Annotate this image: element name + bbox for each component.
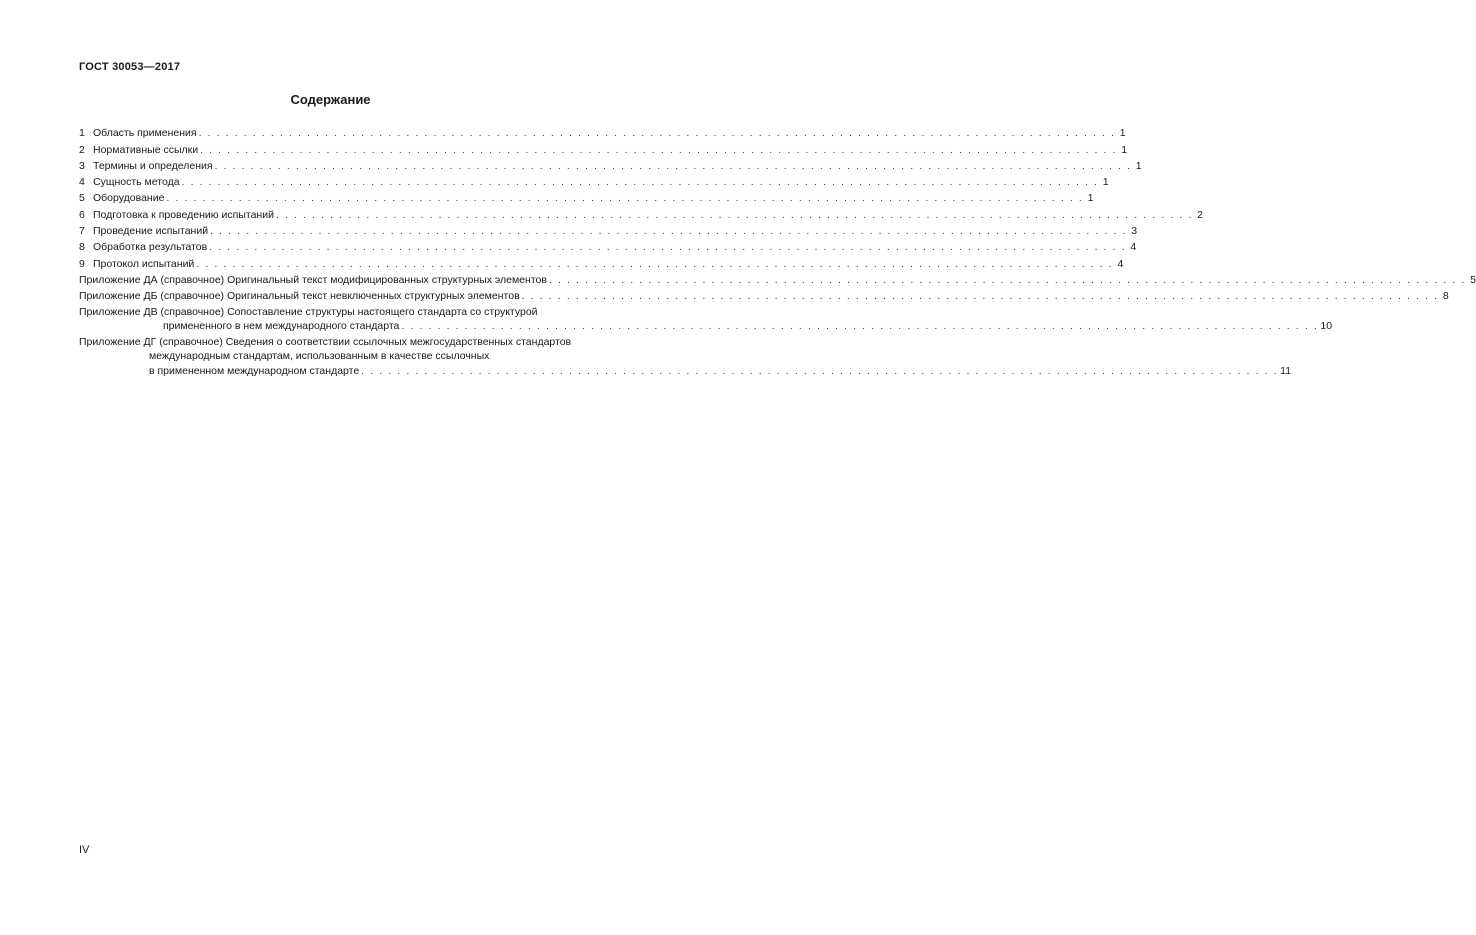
appendix-page: 10 (1320, 320, 1333, 333)
appendix-page: 8 (1442, 290, 1449, 303)
entry-page: 4 (1117, 257, 1124, 270)
toc-entry-7[interactable] (79, 221, 1138, 238)
entry-number: 8 (79, 241, 85, 254)
appendix-title-continued: в примененном международном стандарте (149, 364, 360, 377)
entry-title: Оборудование (93, 192, 165, 205)
dot-leader: . . . . . . . . . . . . . . . . . . . . . . . . . . . . . . . . . . . . . . . . . . . . . . . . . . . . . . . . . . . . . . . . . . . . . . . . . . . . . . . . . . . . . . . . . . . . . . . . . . . . . . (275, 208, 1193, 221)
dot-leader: . . . . . . . . . . . . . . . . . . . . . . . . . . . . . . . . . . . . . . . . . . . . . . . . . . . . . . . . . . . . . . . . . . . . . . . . . . . . . . . . . . . . . . . . . . . . . . . . . . . . . . (361, 364, 1279, 377)
toc-entry-1[interactable] (79, 123, 1126, 140)
toc-entry-8[interactable] (79, 237, 1137, 254)
appendix-title: Приложение ДГ (справочное) Сведения о соответствии ссылочных межгосударственных стандартов (79, 335, 572, 348)
standard-designation: ГОСТ 30053—2017 (79, 61, 181, 73)
dot-leader: . . . . . . . . . . . . . . . . . . . . . . . . . . . . . . . . . . . . . . . . . . . . . . . . . . . . . . . . . . . . . . . . . . . . . . . . . . . . . . . . . . . . . . . . . . . . . . . . . . . . . . (166, 192, 1084, 205)
toc-entry-4[interactable] (79, 172, 1109, 189)
toc-entry-6[interactable] (79, 204, 1203, 221)
entry-title: Обработка результатов (93, 241, 208, 254)
dot-leader: . . . . . . . . . . . . . . . . . . . . . . . . . . . . . . . . . . . . . . . . . . . . . . . . . . . . . . . . . . . . . . . . . . . . . . . . . . . . . . . . . . . . . . . . . . . . . . . . . . . . . . (210, 225, 1128, 238)
toc-entry-3[interactable] (79, 156, 1142, 172)
entry-page: 2 (1197, 208, 1203, 221)
entry-page: 3 (1131, 225, 1138, 238)
toc-title: Содержание (290, 92, 371, 107)
appendix-title: Приложение ДБ (справочное) Оригинальный текст невключенных структурных элементов (79, 290, 520, 303)
entry-title: Подготовка к проведению испытаний (93, 208, 274, 221)
dot-leader: . . . . . . . . . . . . . . . . . . . . . . . . . . . . . . . . . . . . . . . . . . . . . . . . . . . . . . . . . . . . . . . . . . . . . . . . . . . . . . . . . . . . . . . . . . . . . . . . . . . . . . (401, 320, 1319, 333)
entry-number: 9 (79, 257, 85, 270)
dot-leader: . . . . . . . . . . . . . . . . . . . . . . . . . . . . . . . . . . . . . . . . . . . . . . . . . . . . . . . . . . . . . . . . . . . . . . . . . . . . . . . . . . . . . . . . . . . . . . . . . . . . . . (214, 159, 1132, 172)
entry-number: 3 (79, 159, 85, 172)
toc-entry-5[interactable] (79, 188, 1094, 205)
dot-leader: . . . . . . . . . . . . . . . . . . . . . . . . . . . . . . . . . . . . . . . . . . . . . . . . . . . . . . . . . . . . . . . . . . . . . . . . . . . . . . . . . . . . . . . . . . . . . . . . . . . . . . (181, 176, 1099, 189)
entry-title: Термины и определения (93, 159, 213, 172)
appendix-title-continued: международным стандартам, использованным в качестве ссылочных (149, 350, 490, 363)
entry-title: Область применения (93, 127, 197, 140)
toc-entry-2[interactable] (79, 139, 1128, 156)
appendix-page: 5 (1470, 273, 1476, 286)
toc-appendix-da[interactable] (79, 270, 1476, 286)
entry-number: 4 (79, 176, 85, 189)
entry-page: 4 (1130, 241, 1137, 254)
entry-page: 1 (1135, 159, 1142, 172)
dot-leader: . . . . . . . . . . . . . . . . . . . . . . . . . . . . . . . . . . . . . . . . . . . . . . . . . . . . . . . . . . . . . . . . . . . . . . . . . . . . . . . . . . . . . . . . . . . . . . . . . . . . . . (198, 127, 1116, 140)
toc-entry-9[interactable] (79, 253, 1124, 270)
entry-number: 2 (79, 143, 85, 156)
entry-title: Проведение испытаний (93, 225, 209, 238)
entry-page: 1 (1119, 127, 1126, 140)
page-number: IV (79, 844, 90, 856)
dot-leader: . . . . . . . . . . . . . . . . . . . . . . . . . . . . . . . . . . . . . . . . . . . . . . . . . . . . . . . . . . . . . . . . . . . . . . . . . . . . . . . . . . . . . . . . . . . . . . . . . . . . . . (209, 241, 1127, 254)
dot-leader: . . . . . . . . . . . . . . . . . . . . . . . . . . . . . . . . . . . . . . . . . . . . . . . . . . . . . . . . . . . . . . . . . . . . . . . . . . . . . . . . . . . . . . . . . . . . . . . . . . . . . . (521, 290, 1439, 303)
entry-number: 1 (79, 127, 85, 140)
entry-number: 7 (79, 225, 85, 238)
entry-page: 1 (1121, 143, 1128, 156)
dot-leader: . . . . . . . . . . . . . . . . . . . . . . . . . . . . . . . . . . . . . . . . . . . . . . . . . . . . . . . . . . . . . . . . . . . . . . . . . . . . . . . . . . . . . . . . . . . . . . . . . . . . . . (548, 273, 1466, 286)
appendix-title: Приложение ДВ (справочное) Сопоставление структуры настоящего стандарта со структурой (79, 305, 538, 318)
toc-appendix-db[interactable] (79, 286, 1449, 303)
appendix-title: Приложение ДА (справочное) Оригинальный текст модифицированных структурных элементов (79, 273, 547, 286)
toc-appendix-dg[interactable] (79, 333, 1292, 377)
entry-title: Протокол испытаний (93, 257, 195, 270)
entry-title: Сущность метода (93, 176, 180, 189)
entry-title: Нормативные ссылки (93, 143, 199, 156)
entry-number: 6 (79, 208, 85, 221)
entry-page: 1 (1102, 176, 1109, 189)
dot-leader: . . . . . . . . . . . . . . . . . . . . . . . . . . . . . . . . . . . . . . . . . . . . . . . . . . . . . . . . . . . . . . . . . . . . . . . . . . . . . . . . . . . . . . . . . . . . . . . . . . . . . . (200, 143, 1118, 156)
table-of-contents (79, 123, 1476, 377)
entry-number: 5 (79, 192, 85, 205)
dot-leader: . . . . . . . . . . . . . . . . . . . . . . . . . . . . . . . . . . . . . . . . . . . . . . . . . . . . . . . . . . . . . . . . . . . . . . . . . . . . . . . . . . . . . . . . . . . . . . . . . . . . . . (196, 257, 1114, 270)
entry-page: 1 (1087, 192, 1094, 205)
appendix-title-continued: примененного в нем международного стандарта (163, 320, 400, 333)
toc-appendix-dv[interactable] (79, 303, 1333, 333)
appendix-page: 11 (1280, 364, 1292, 377)
